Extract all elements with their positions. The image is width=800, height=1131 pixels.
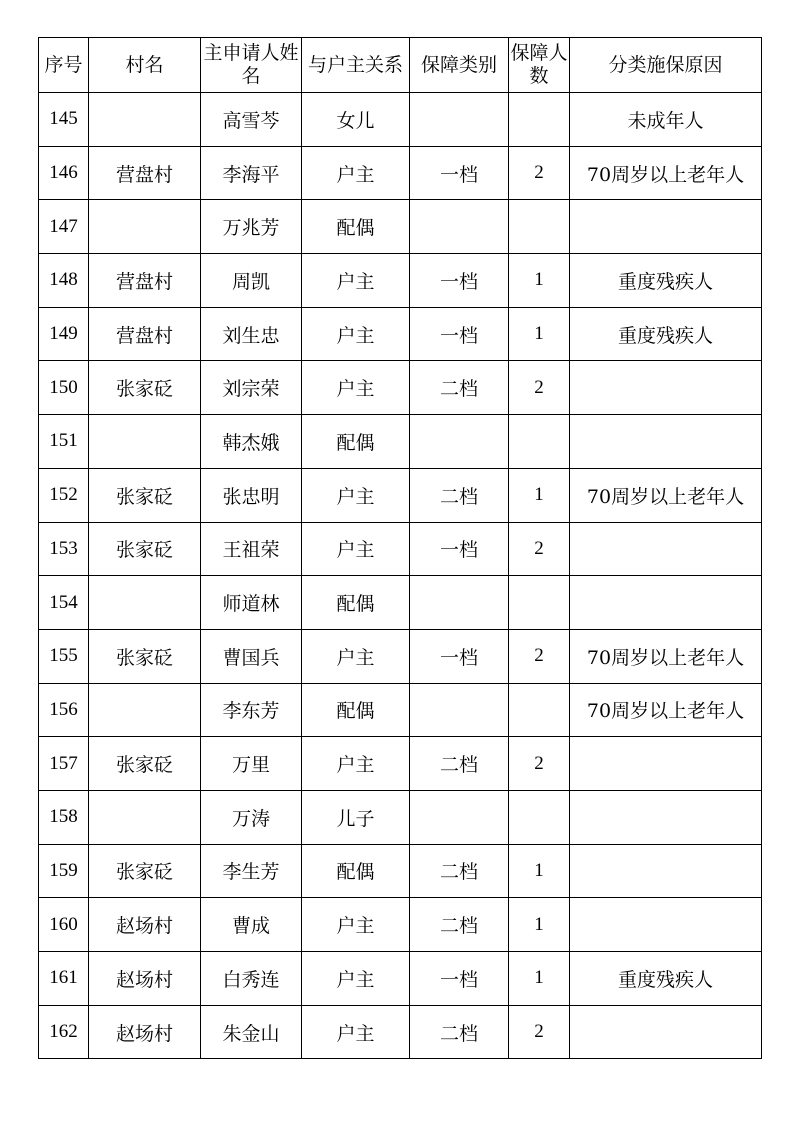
- cell-index: 160: [39, 898, 89, 952]
- cell-count: 2: [509, 1005, 570, 1059]
- cell-applicant: 万里: [201, 737, 302, 791]
- cell-reason: [570, 737, 762, 791]
- cell-applicant: 白秀连: [201, 952, 302, 1006]
- cell-count: [509, 790, 570, 844]
- cell-reason: 70周岁以上老年人: [570, 683, 762, 737]
- cell-count: 2: [509, 629, 570, 683]
- cell-applicant: 师道林: [201, 576, 302, 630]
- cell-category: 二档: [410, 1005, 509, 1059]
- cell-village: 营盘村: [89, 146, 201, 200]
- cell-count: [509, 93, 570, 147]
- cell-relation: 配偶: [302, 200, 410, 254]
- cell-index: 155: [39, 629, 89, 683]
- table-row: [39, 898, 762, 952]
- cell-index: 145: [39, 93, 89, 147]
- cell-category: 一档: [410, 522, 509, 576]
- cell-index: 150: [39, 361, 89, 415]
- cell-index: 159: [39, 844, 89, 898]
- cell-relation: 户主: [302, 737, 410, 791]
- cell-relation: 配偶: [302, 844, 410, 898]
- cell-index: 149: [39, 307, 89, 361]
- cell-count: 1: [509, 844, 570, 898]
- cell-count: 1: [509, 898, 570, 952]
- cell-village: [89, 415, 201, 469]
- table-row: [39, 468, 762, 522]
- cell-reason: [570, 415, 762, 469]
- table-row: [39, 254, 762, 308]
- cell-relation: 户主: [302, 952, 410, 1006]
- assistance-roster-table: [38, 37, 762, 1059]
- cell-relation: 户主: [302, 146, 410, 200]
- table-row: [39, 952, 762, 1006]
- cell-applicant: 刘宗荣: [201, 361, 302, 415]
- cell-applicant: 李东芳: [201, 683, 302, 737]
- cell-category: [410, 200, 509, 254]
- table-row: [39, 361, 762, 415]
- table-row: [39, 629, 762, 683]
- cell-reason: 未成年人: [570, 93, 762, 147]
- cell-village: 张家砭: [89, 361, 201, 415]
- header-count: 保障人数: [509, 38, 570, 93]
- cell-applicant: 高雪芩: [201, 93, 302, 147]
- cell-reason: [570, 361, 762, 415]
- cell-index: 156: [39, 683, 89, 737]
- header-village: 村名: [89, 38, 201, 93]
- cell-village: 张家砭: [89, 468, 201, 522]
- cell-category: 二档: [410, 737, 509, 791]
- cell-count: 2: [509, 146, 570, 200]
- cell-category: 二档: [410, 361, 509, 415]
- cell-village: 张家砭: [89, 629, 201, 683]
- cell-index: 151: [39, 415, 89, 469]
- cell-village: 赵场村: [89, 952, 201, 1006]
- table-row: [39, 522, 762, 576]
- cell-village: 张家砭: [89, 844, 201, 898]
- cell-index: 152: [39, 468, 89, 522]
- cell-reason: [570, 898, 762, 952]
- cell-category: 二档: [410, 468, 509, 522]
- cell-category: 一档: [410, 629, 509, 683]
- cell-applicant: 刘生忠: [201, 307, 302, 361]
- cell-applicant: 万涛: [201, 790, 302, 844]
- cell-index: 161: [39, 952, 89, 1006]
- cell-category: [410, 790, 509, 844]
- cell-reason: 重度残疾人: [570, 952, 762, 1006]
- header-row: [39, 38, 762, 93]
- cell-count: [509, 576, 570, 630]
- cell-relation: 户主: [302, 629, 410, 683]
- table-row: [39, 576, 762, 630]
- cell-applicant: 周凯: [201, 254, 302, 308]
- cell-relation: 儿子: [302, 790, 410, 844]
- cell-reason: [570, 844, 762, 898]
- cell-count: [509, 415, 570, 469]
- cell-applicant: 朱金山: [201, 1005, 302, 1059]
- cell-relation: 户主: [302, 1005, 410, 1059]
- cell-village: [89, 576, 201, 630]
- cell-category: 二档: [410, 898, 509, 952]
- cell-category: 一档: [410, 254, 509, 308]
- cell-relation: 配偶: [302, 576, 410, 630]
- cell-category: 一档: [410, 952, 509, 1006]
- cell-relation: 配偶: [302, 415, 410, 469]
- cell-count: [509, 200, 570, 254]
- table-row: [39, 415, 762, 469]
- cell-category: [410, 683, 509, 737]
- cell-category: [410, 93, 509, 147]
- cell-relation: 户主: [302, 522, 410, 576]
- cell-applicant: 韩杰娥: [201, 415, 302, 469]
- cell-index: 146: [39, 146, 89, 200]
- cell-village: [89, 200, 201, 254]
- cell-applicant: 曹成: [201, 898, 302, 952]
- cell-reason: 70周岁以上老年人: [570, 468, 762, 522]
- cell-relation: 户主: [302, 468, 410, 522]
- cell-index: 157: [39, 737, 89, 791]
- table-row: [39, 844, 762, 898]
- table-row: [39, 1005, 762, 1059]
- header-reason: 分类施保原因: [570, 38, 762, 93]
- cell-index: 153: [39, 522, 89, 576]
- table-row: [39, 146, 762, 200]
- cell-count: 2: [509, 522, 570, 576]
- roster-body: [39, 93, 762, 1059]
- cell-category: 二档: [410, 844, 509, 898]
- cell-count: 1: [509, 952, 570, 1006]
- cell-village: 营盘村: [89, 307, 201, 361]
- cell-category: 一档: [410, 307, 509, 361]
- cell-count: 1: [509, 307, 570, 361]
- cell-applicant: 李海平: [201, 146, 302, 200]
- table-row: [39, 683, 762, 737]
- cell-count: 1: [509, 468, 570, 522]
- cell-reason: 重度残疾人: [570, 254, 762, 308]
- header-category: 保障类别: [410, 38, 509, 93]
- cell-applicant: 万兆芳: [201, 200, 302, 254]
- cell-relation: 户主: [302, 361, 410, 415]
- header-applicant: 主申请人姓名: [201, 38, 302, 93]
- table-row: [39, 307, 762, 361]
- cell-relation: 配偶: [302, 683, 410, 737]
- cell-index: 162: [39, 1005, 89, 1059]
- cell-village: 赵场村: [89, 1005, 201, 1059]
- cell-applicant: 李生芳: [201, 844, 302, 898]
- cell-reason: 70周岁以上老年人: [570, 146, 762, 200]
- cell-village: [89, 93, 201, 147]
- cell-index: 148: [39, 254, 89, 308]
- cell-reason: [570, 576, 762, 630]
- cell-applicant: 张忠明: [201, 468, 302, 522]
- cell-reason: [570, 790, 762, 844]
- cell-applicant: 王祖荣: [201, 522, 302, 576]
- table-row: [39, 737, 762, 791]
- header-index: 序号: [39, 38, 89, 93]
- cell-count: [509, 683, 570, 737]
- cell-reason: [570, 522, 762, 576]
- cell-index: 158: [39, 790, 89, 844]
- cell-category: [410, 576, 509, 630]
- header-relation: 与户主关系: [302, 38, 410, 93]
- cell-reason: 70周岁以上老年人: [570, 629, 762, 683]
- cell-count: 2: [509, 737, 570, 791]
- table-row: [39, 790, 762, 844]
- cell-category: 一档: [410, 146, 509, 200]
- cell-reason: 重度残疾人: [570, 307, 762, 361]
- cell-reason: [570, 1005, 762, 1059]
- cell-relation: 户主: [302, 254, 410, 308]
- cell-village: 赵场村: [89, 898, 201, 952]
- cell-applicant: 曹国兵: [201, 629, 302, 683]
- cell-relation: 户主: [302, 307, 410, 361]
- cell-village: 营盘村: [89, 254, 201, 308]
- cell-relation: 女儿: [302, 93, 410, 147]
- cell-index: 147: [39, 200, 89, 254]
- cell-category: [410, 415, 509, 469]
- cell-village: [89, 790, 201, 844]
- cell-count: 1: [509, 254, 570, 308]
- cell-village: [89, 683, 201, 737]
- cell-relation: 户主: [302, 898, 410, 952]
- cell-count: 2: [509, 361, 570, 415]
- cell-index: 154: [39, 576, 89, 630]
- cell-village: 张家砭: [89, 737, 201, 791]
- table-row: [39, 200, 762, 254]
- table-row: [39, 93, 762, 147]
- cell-reason: [570, 200, 762, 254]
- cell-village: 张家砭: [89, 522, 201, 576]
